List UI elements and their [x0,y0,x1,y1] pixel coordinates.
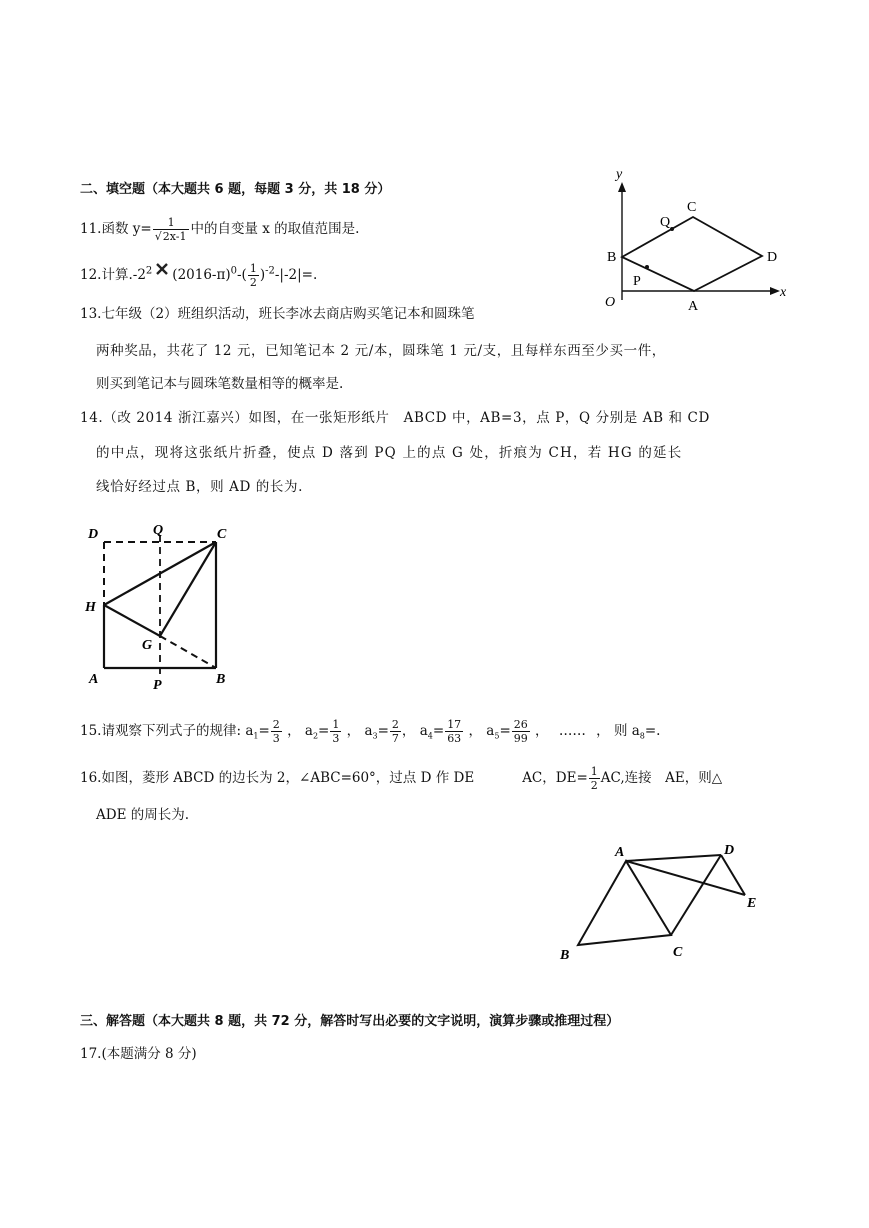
label-b: B [607,250,617,265]
q16-part3: AC,连接 AE，则△ [600,770,723,786]
term-index: 3 [372,731,378,741]
term-den: 63 [447,732,462,745]
term-num: 1 [332,718,340,731]
figure-rhombus-ade [550,835,780,970]
term-fraction [390,718,401,745]
q15-suffix-b: =. [644,723,661,739]
q12-frac-num: 1 [249,262,257,275]
term-den: 99 [513,732,528,745]
label-origin: O [605,295,616,310]
q12-part2: (2016-π) [172,267,231,283]
q15-suffix-a: 则 a [613,723,640,739]
term-index: 2 [312,731,319,741]
term-name: a [245,723,254,739]
term-num: 26 [513,718,528,731]
point-q-dot [670,227,674,231]
label-axis-y: y [616,167,623,182]
term-name: a [304,723,313,739]
term-fraction [512,718,530,745]
segment-ad [626,855,721,861]
term-index: 1 [253,731,259,741]
q11-numerator: 1 [153,216,190,230]
label-b: B [216,672,226,687]
label-q: Q [660,215,671,230]
x-axis-arrow-icon [770,287,780,295]
q12-frac-den: 2 [249,276,257,289]
term-den: 3 [332,732,340,745]
term-index: 4 [427,731,433,741]
q13-line3: 则买到笔记本与圆珠笔数量相等的概率是. [96,376,344,392]
term-num: 2 [391,718,399,731]
q15-prefix: 15.请观察下列式子的规律: [80,723,242,739]
term-name: a [419,723,428,739]
segment-dc [671,855,721,935]
segment-gc [160,542,216,636]
q11-prefix: 11.函数 y= [80,221,152,237]
q12-part4: ) [259,267,266,283]
label-c: C [687,200,697,215]
q16-part1: 16.如图，菱形 ABCD 的边长为 2，∠ABC=60°，过点 D 作 DE [80,770,475,786]
q16-line2: ADE 的周长为. [96,807,190,823]
q15-suffix-idx: 8 [639,731,645,741]
label-d: D [724,843,735,858]
question-16-line1 [80,765,722,792]
term-fraction [271,718,282,745]
label-d: D [88,527,99,542]
term-name: a [486,723,495,739]
q16-frac-den: 2 [590,779,598,792]
label-c: C [217,527,227,542]
q11-suffix: 中的自变量 x 的取值范围是. [190,221,360,237]
q15-ellipsis: …… [558,723,586,739]
q12-prefix: 12.计算.-2 [80,267,146,283]
q12-exp3: -2 [265,265,275,277]
cross-mark-icon [156,262,168,274]
segment-hg [104,605,160,636]
label-a: A [615,845,625,860]
q12-fraction [248,262,259,289]
q14-line2: 的中点，现将这张纸片折叠，使点 D 落到 PQ 上的点 G 处，折痕为 CH，若 HG 的延长 [96,445,683,461]
q11-fraction [153,216,190,243]
question-11 [80,216,359,243]
label-q: Q [153,523,164,538]
label-a: A [89,672,99,687]
q15-term-3: $a_3=$ $\frac{2}{7}$ [364,718,399,745]
q11-denominator: √2x-1 [154,230,187,243]
point-p-dot [645,265,649,269]
y-axis-arrow-icon [618,182,626,192]
q13-line1: 13.七年级（2）班组织活动，班长李冰去商店购买笔记本和圆珠笔 [80,306,475,322]
label-h: H [85,600,96,615]
q12-part5: -|-2|=. [274,267,318,283]
q12-exp2: 0 [230,265,237,277]
term-num: 17 [447,718,462,731]
label-axis-x: x [780,285,787,300]
q11-radicand: 2x-1 [162,230,187,243]
label-p: P [633,274,641,289]
q12-part3: -( [237,267,247,283]
label-a: A [688,299,699,314]
question-15: 15.请观察下列式子的规律: $a_1=$ $\frac{2}{3}$ ， $a_2=$ $\frac{1}{3}$ ， $a_3=$ $\frac{2}{7}$ ， $a_4=$ $\frac{17}{63}$ ， $a_5=$ $\frac{26}{99}$ ， …… ， 则 $a_8=$. [80,718,661,745]
q16-part2: AC，DE= [522,770,588,786]
q14-line3: 线恰好经过点 B，则 AD 的长为. [96,479,303,495]
q15-term-5: $a_5=$ $\frac{26}{99}$ [486,718,528,745]
triangle-abc [578,861,671,945]
term-num: 2 [272,718,280,731]
term-fraction [330,718,341,745]
label-e: E [747,896,757,911]
question-12 [80,262,317,289]
term-den: 7 [391,732,399,745]
section-2-title: 二、填空题（本大题共 6 题，每题 3 分，共 18 分） [80,182,391,197]
q15-term-2: $a_2=$ $\frac{1}{3}$ [304,718,340,745]
figure-coordinate-rhombus [590,160,800,320]
q12-exp1: 2 [145,265,153,277]
question-17: 17.(本题满分 8 分) [80,1046,197,1062]
label-g: G [142,638,153,653]
label-d: D [767,250,778,265]
section-3-title: 三、解答题（本大题共 8 题，共 72 分，解答时写出必要的文字说明，演算步骤或推理过程） [80,1014,620,1029]
term-fraction [445,718,463,745]
q16-frac-num: 1 [590,765,598,778]
label-p: P [153,678,162,693]
figure-rectangle-fold [80,515,240,695]
q13-line2: 两种奖品，共花了 12 元，已知笔记本 2 元/本，圆珠笔 1 元/支，且每样东西至少买一件， [96,343,666,359]
rhombus-abcd [622,217,762,291]
q16-fraction [589,765,600,792]
q15-term-4: $a_4=$ $\frac{17}{63}$ [419,718,462,745]
q15-term-1: $a_1=$ $\frac{2}{3}$ [245,718,280,745]
label-b: B [560,948,570,963]
segment-gb-dashed [160,636,216,668]
label-c: C [673,945,683,960]
term-index: 5 [494,731,500,741]
term-name: a [364,723,373,739]
q14-line1: 14.（改 2014 浙江嘉兴）如图，在一张矩形纸片 ABCD 中，AB=3，点 P，Q 分别是 AB 和 CD [80,410,710,426]
term-den: 3 [272,732,280,745]
